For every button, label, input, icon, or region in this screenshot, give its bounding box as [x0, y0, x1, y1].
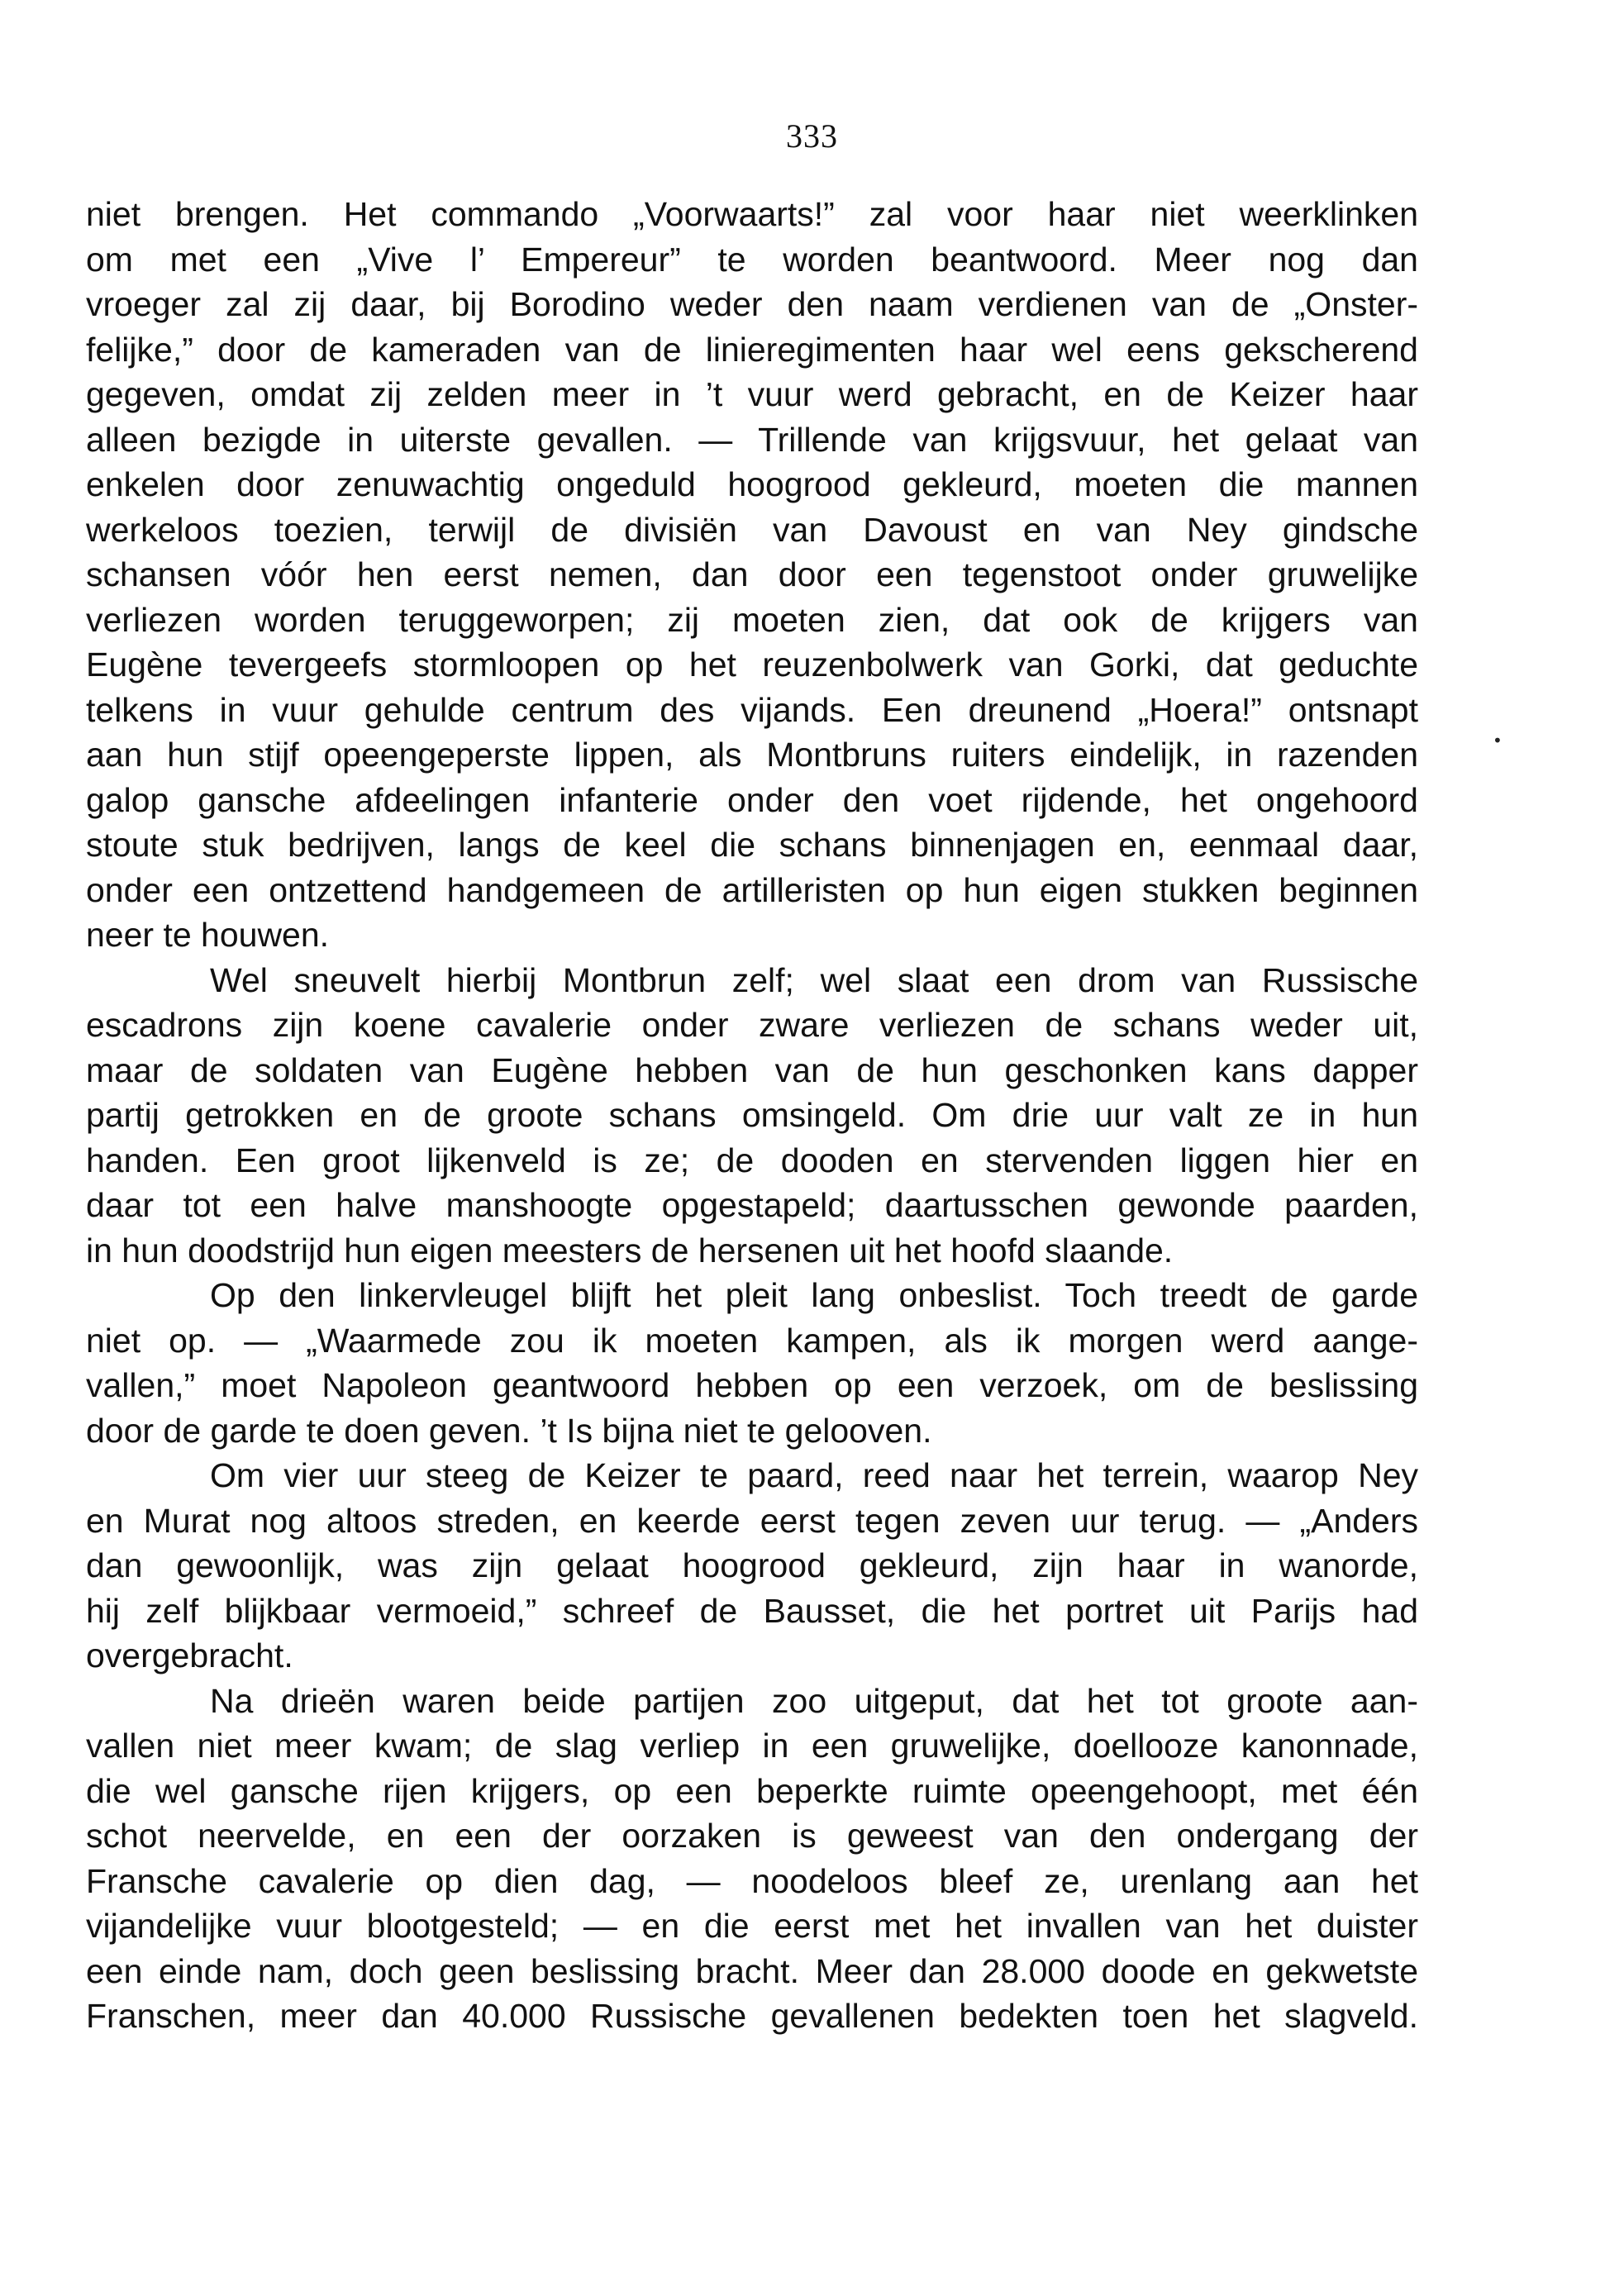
text-line: werkeloos toezien, terwijl de divisiën van Davoust en van Ney gindsche [86, 510, 1418, 549]
text-line: hij zelf blijkbaar vermoeid,” schreef de Bausset, die het portret uit Parijs had [86, 1591, 1418, 1630]
text-line: verliezen worden teruggeworpen; zij moeten zien, dat ook de krijgers van [86, 600, 1418, 639]
text-line: daar tot een halve manshoogte opgestapeld; daartusschen gewonde paarden, [86, 1186, 1418, 1224]
text-line: handen. Een groot lijkenveld is ze; de dooden en stervenden liggen hier en [86, 1141, 1418, 1179]
text-line: felijke,” door de kameraden van de linieregimenten haar wel eens gekscherend [86, 330, 1418, 369]
text-line: Om vier uur steeg de Keizer te paard, reed naar het terrein, waarop Ney [210, 1456, 1418, 1494]
text-line: vallen,” moet Napoleon geantwoord hebben op een verzoek, om de beslissing [86, 1366, 1418, 1404]
text-line: neer te houwen. [86, 916, 330, 954]
text-line: en Murat nog altoos streden, en keerde eerst tegen zeven uur terug. — „Anders [86, 1501, 1418, 1540]
text-line: Na drieën waren beide partijen zoo uitgeput, dat het tot groote aan- [210, 1681, 1418, 1720]
text-line: onder een ontzettend handgemeen de artilleristen op hun eigen stukken beginnen [86, 870, 1418, 909]
text-line: partij getrokken en de groote schans omsingeld. Om drie uur valt ze in hun [86, 1096, 1418, 1134]
text-line: vroeger zal zij daar, bij Borodino weder den naam verdienen van de „Onster- [86, 285, 1418, 323]
text-line: in hun doodstrijd hun eigen meesters de hersenen uit het hoofd slaande. [86, 1231, 1174, 1269]
text-line: die wel gansche rijen krijgers, op een beperkte ruimte opeengehoopt, met één [86, 1771, 1418, 1810]
text-line: galop gansche afdeelingen infanterie onder den voet rijdende, het ongehoord [86, 780, 1418, 819]
text-line: Fransche cavalerie op dien dag, — noodeloos bleef ze, urenlang aan het [86, 1861, 1418, 1900]
text-line: vallen niet meer kwam; de slag verliep in een gruwelijke, doellooze kanonnade, [86, 1727, 1418, 1765]
text-line: Eugène tevergeefs stormloopen op het reuzenbolwerk van Gorki, dat geduchte [86, 645, 1418, 684]
text-line: vijandelijke vuur blootgesteld; — en die eerst met het invallen van het duister [86, 1907, 1418, 1945]
text-line: schansen vóór hen eerst nemen, dan door een tegenstoot onder gruwelijke [86, 555, 1418, 593]
margin-mark: • [1493, 731, 1503, 750]
text-line: niet brengen. Het commando „Voorwaarts!” zal voor haar niet weerklinken [86, 195, 1418, 233]
text-line: escadrons zijn koene cavalerie onder zware verliezen de schans weder uit, [86, 1006, 1418, 1044]
text-line: gegeven, omdat zij zelden meer in ’t vuur werd gebracht, en de Keizer haar [86, 375, 1418, 413]
text-line: dan gewoonlijk, was zijn gelaat hoogrood gekleurd, zijn haar in wanorde, [86, 1546, 1418, 1584]
text-line: overgebracht. [86, 1636, 293, 1674]
text-line: schot neervelde, en een der oorzaken is geweest van den ondergang der [86, 1817, 1418, 1855]
text-line: telkens in vuur gehulde centrum des vijands. Een dreunend „Hoera!” ontsnapt [86, 690, 1418, 729]
page-number: 333 [786, 117, 838, 155]
text-line: alleen bezigde in uiterste gevallen. — Trillende van krijgsvuur, het gelaat van [86, 420, 1418, 459]
text-line: stoute stuk bedrijven, langs de keel die schans binnenjagen en, eenmaal daar, [86, 826, 1418, 864]
text-line: Op den linkervleugel blijft het pleit lang onbeslist. Toch treedt de garde [210, 1276, 1418, 1314]
text-line: een einde nam, doch geen beslissing bracht. Meer dan 28.000 doode en gekwetste [86, 1951, 1418, 1990]
text-line: aan hun stijf opeengeperste lippen, als Montbruns ruiters eindelijk, in razenden [86, 736, 1418, 774]
body-text [86, 192, 1418, 2039]
text-line: Wel sneuvelt hierbij Montbrun zelf; wel slaat een drom van Russische [210, 960, 1418, 999]
text-line: enkelen door zenuwachtig ongeduld hoogrood gekleurd, moeten die mannen [86, 465, 1418, 503]
text-line: niet op. — „Waarmede zou ik moeten kampen, als ik morgen werd aange- [86, 1321, 1418, 1360]
text-line: om met een „Vive l’ Empereur” te worden beantwoord. Meer nog dan [86, 240, 1418, 279]
text-line: maar de soldaten van Eugène hebben van de hun geschonken kans dapper [86, 1050, 1418, 1089]
text-line: door de garde te doen geven. ’t Is bijna niet te gelooven. [86, 1411, 932, 1450]
text-line: Franschen, meer dan 40.000 Russische gevallenen bedekten toen het slagveld. [86, 1997, 1418, 2035]
